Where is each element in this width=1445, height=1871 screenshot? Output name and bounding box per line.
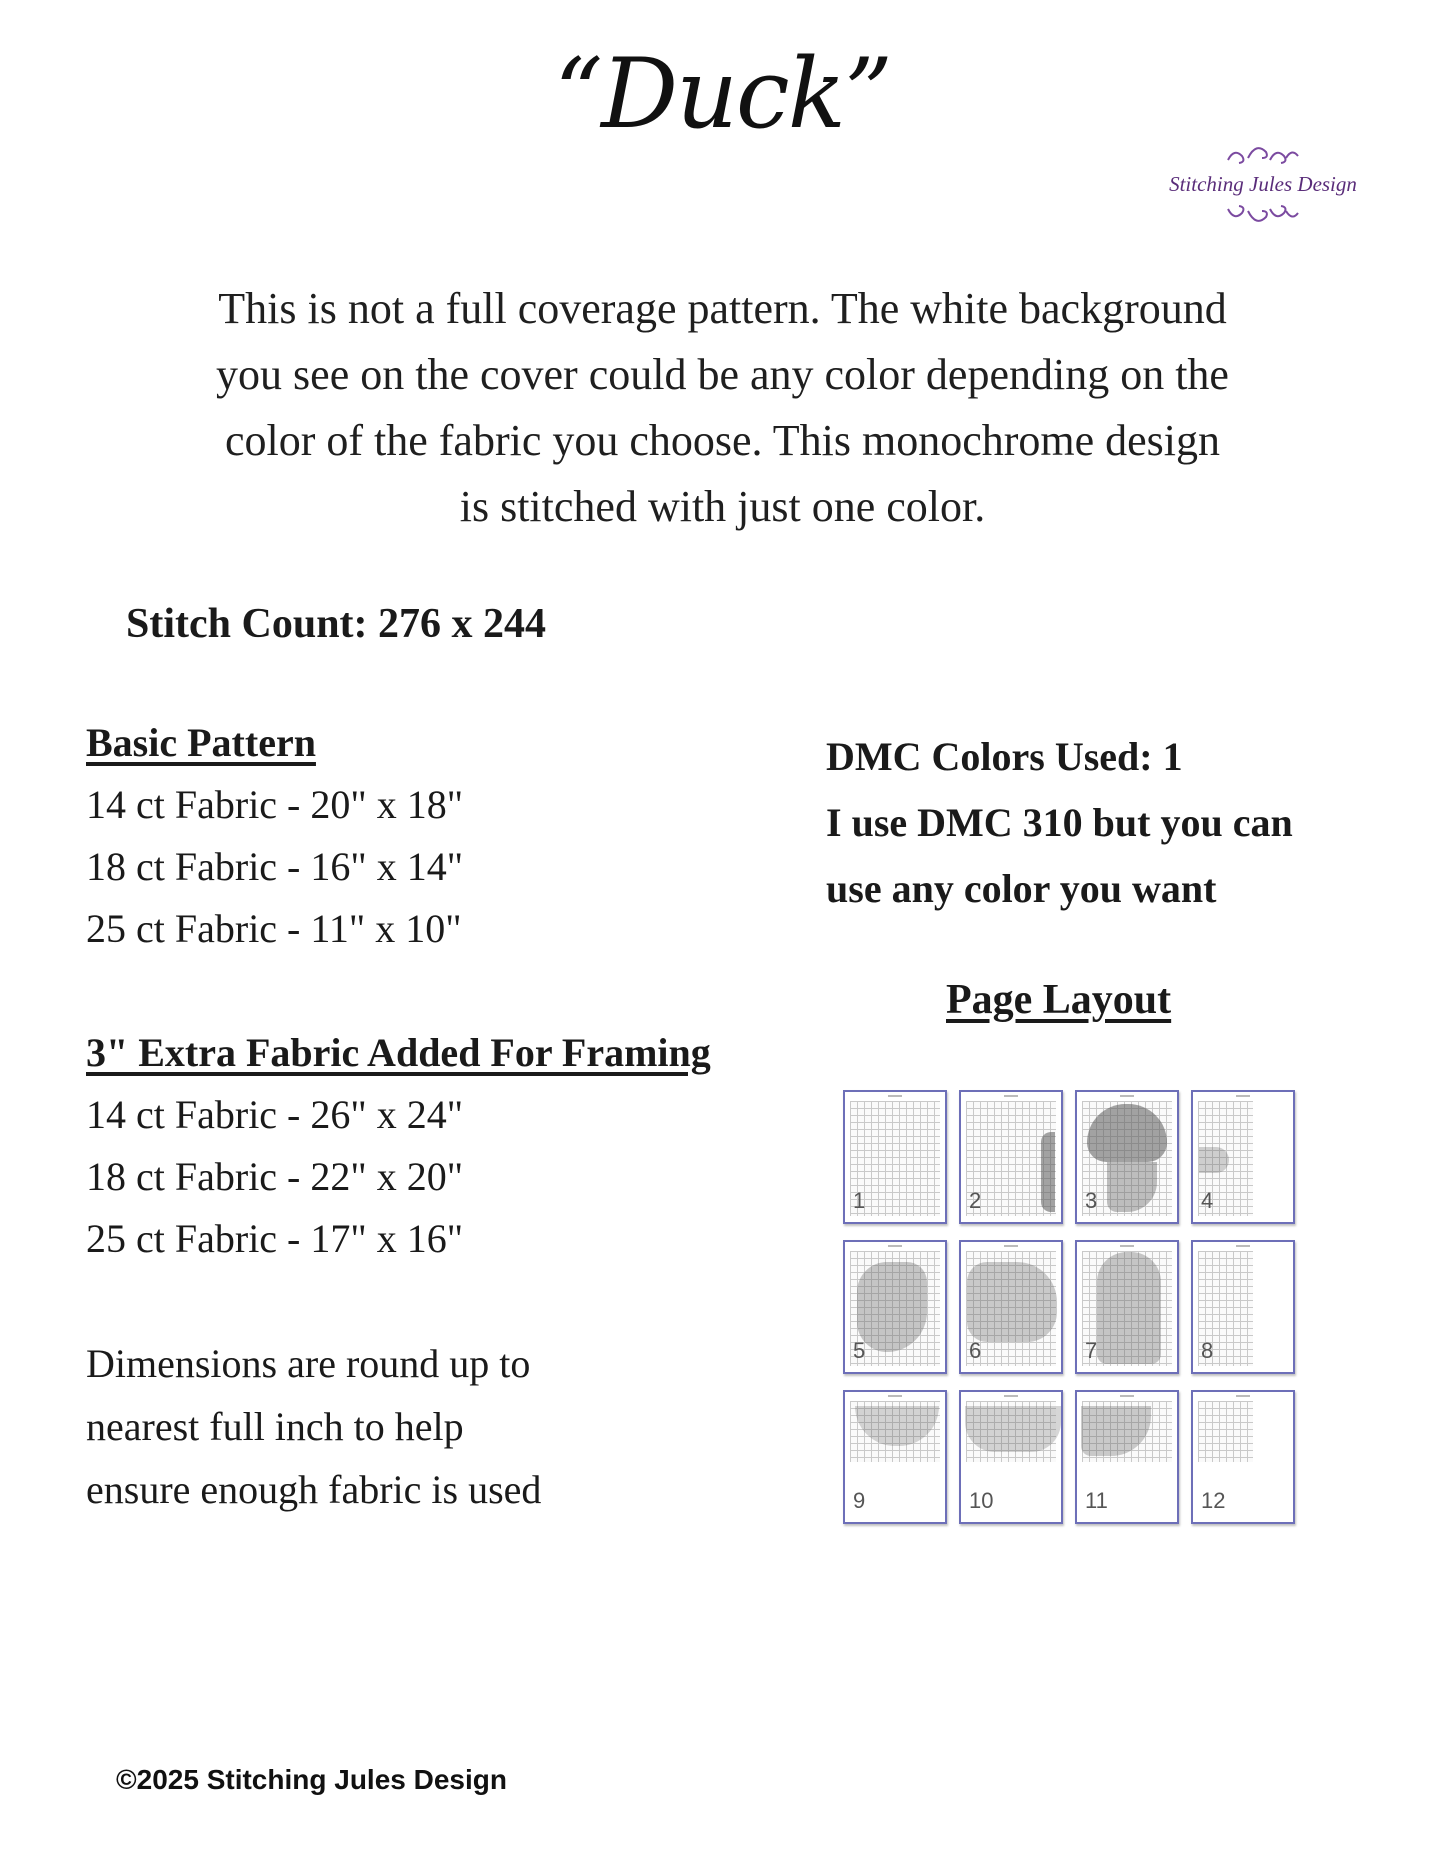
- fabric-size-line: 25 ct Fabric - 17" x 16": [86, 1216, 464, 1261]
- page-layout-grid: [843, 1090, 1299, 1530]
- page-number: 10: [969, 1488, 994, 1513]
- layout-page-thumbnail: [843, 1240, 947, 1374]
- copyright-footer: ©2025 Stitching Jules Design: [116, 1764, 507, 1795]
- brand-logo: [1168, 140, 1358, 250]
- page-title: “Duck”: [554, 38, 891, 150]
- dimensions-note-line: Dimensions are round up to: [86, 1341, 531, 1386]
- basic-pattern-heading: Basic Pattern: [86, 720, 316, 765]
- layout-page-thumbnail: [959, 1090, 1063, 1224]
- fabric-size-line: 14 ct Fabric - 20" x 18": [86, 782, 464, 827]
- dmc-colors-line: DMC Colors Used: 1: [826, 734, 1183, 779]
- intro-line: color of the fabric you choose. This monochrome design: [224, 416, 1221, 465]
- layout-page-thumbnail: [1191, 1240, 1295, 1374]
- layout-page-thumbnail: [1191, 1390, 1295, 1524]
- swirl-ornament-icon: [1218, 140, 1308, 170]
- layout-page-thumbnail: [843, 1090, 947, 1224]
- page-number: 2: [969, 1188, 982, 1213]
- layout-page-thumbnail: [1075, 1090, 1179, 1224]
- swirl-ornament-icon: [1218, 199, 1308, 229]
- page-number: 9: [853, 1488, 866, 1513]
- page-layout-heading: Page Layout: [946, 977, 1172, 1023]
- fabric-sizes-column: [86, 712, 766, 1521]
- stitch-count: Stitch Count: 276 x 244: [126, 601, 547, 647]
- page-number: 1: [853, 1188, 866, 1213]
- fabric-size-line: 25 ct Fabric - 11" x 10": [86, 906, 462, 951]
- page-number: 11: [1085, 1488, 1108, 1513]
- page-number: 6: [969, 1338, 982, 1363]
- extra-fabric-heading: 3" Extra Fabric Added For Framing: [86, 1030, 711, 1075]
- layout-page-thumbnail: [1191, 1090, 1295, 1224]
- layout-page-thumbnail: [843, 1390, 947, 1524]
- intro-line: This is not a full coverage pattern. The white background: [218, 284, 1227, 333]
- page-number: 4: [1201, 1188, 1214, 1213]
- layout-page-thumbnail: [959, 1390, 1063, 1524]
- dimensions-note-line: ensure enough fabric is used: [86, 1467, 542, 1512]
- intro-paragraph: [140, 276, 1305, 540]
- page-number: 7: [1085, 1338, 1098, 1363]
- fabric-size-line: 18 ct Fabric - 22" x 20": [86, 1154, 464, 1199]
- page-number: 12: [1201, 1488, 1226, 1513]
- page-number: 8: [1201, 1338, 1214, 1363]
- intro-line: is stitched with just one color.: [459, 482, 986, 531]
- layout-page-thumbnail: [1075, 1240, 1179, 1374]
- intro-line: you see on the cover could be any color depending on the: [216, 350, 1229, 399]
- fabric-size-line: 14 ct Fabric - 26" x 24": [86, 1092, 464, 1137]
- layout-page-thumbnail: [959, 1240, 1063, 1374]
- layout-page-thumbnail: [1075, 1390, 1179, 1524]
- dmc-info: [826, 724, 1346, 922]
- page-number: 3: [1085, 1188, 1098, 1213]
- logo-text: Stitching Jules Design: [1169, 172, 1357, 196]
- dimensions-note-line: nearest full inch to help: [86, 1404, 464, 1449]
- dmc-colors-line: I use DMC 310 but you can: [826, 800, 1293, 845]
- fabric-size-line: 18 ct Fabric - 16" x 14": [86, 844, 464, 889]
- page-number: 5: [853, 1338, 866, 1363]
- dmc-colors-line: use any color you want: [826, 866, 1217, 911]
